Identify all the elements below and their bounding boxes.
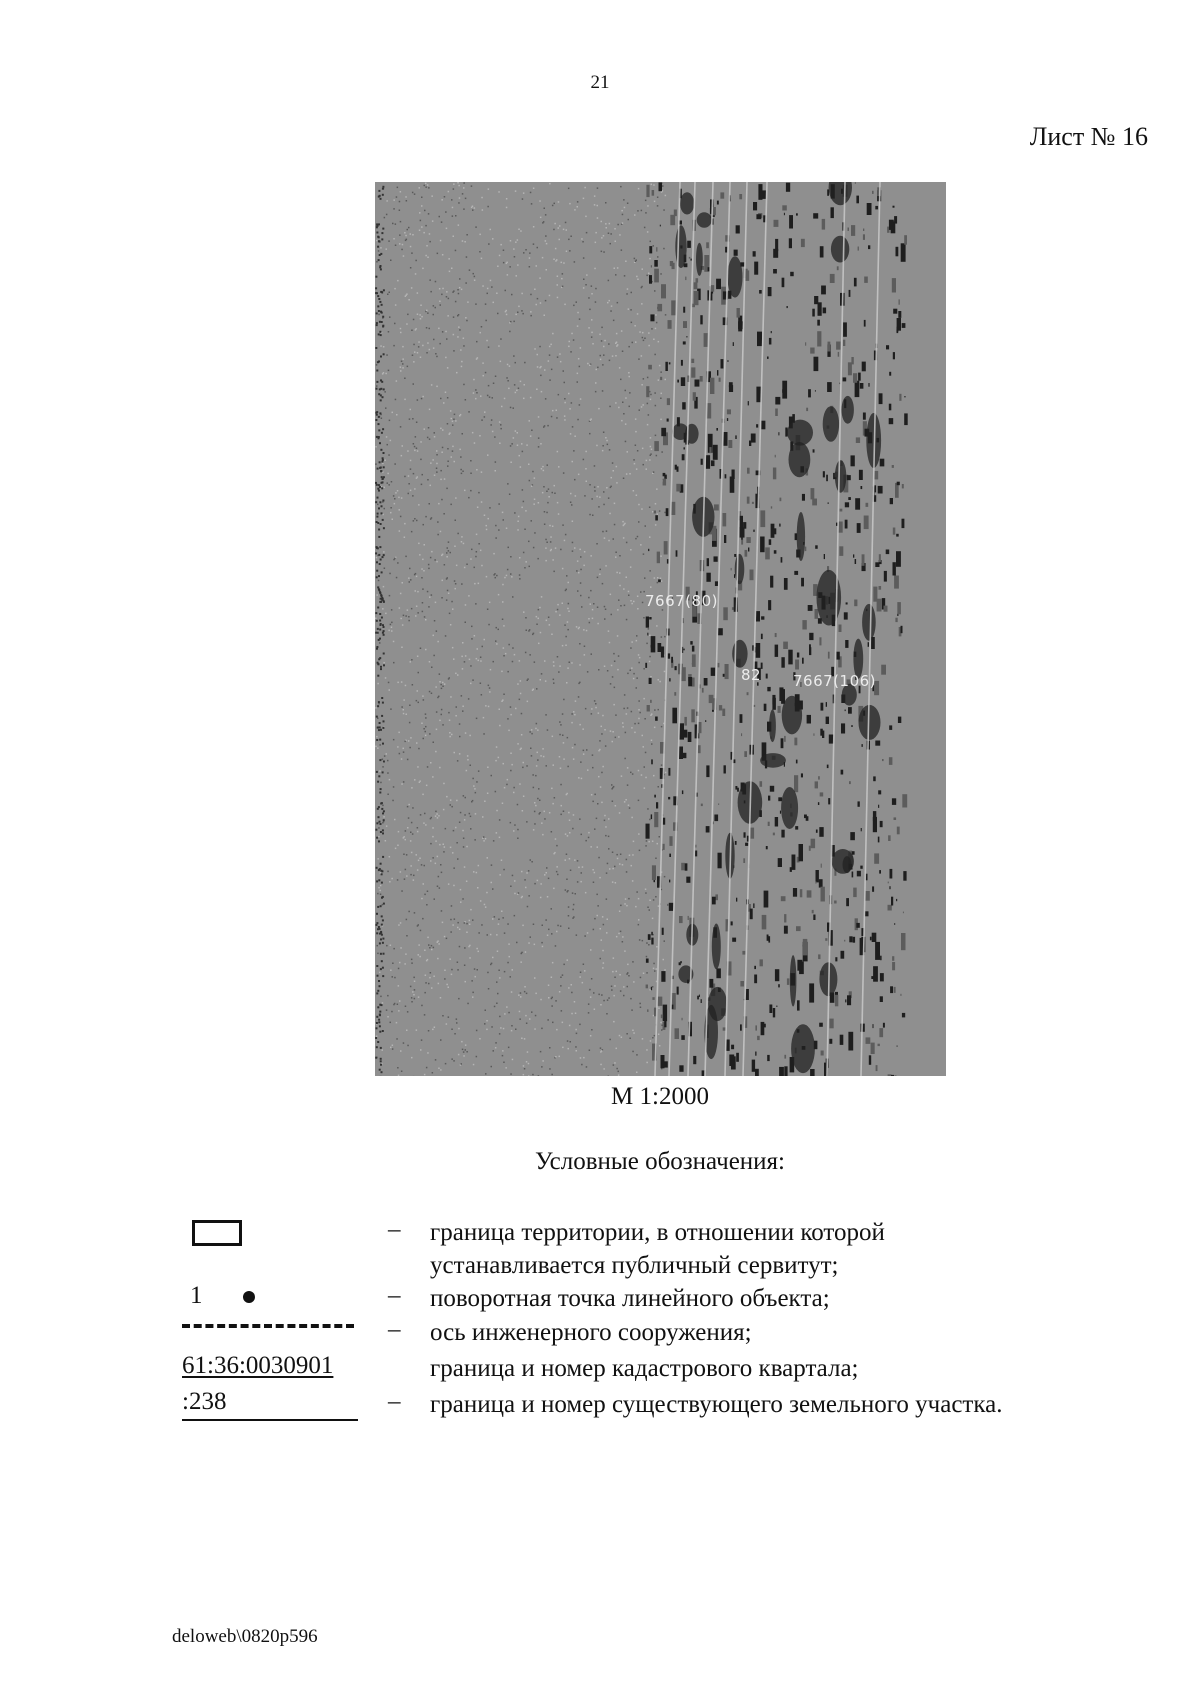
map-scale: М 1:2000 bbox=[611, 1083, 709, 1110]
map-label-7667-80: 7667(80) bbox=[645, 592, 718, 610]
legend-dash: – bbox=[388, 1216, 401, 1243]
legend-text: поворотная точка линейного объекта; bbox=[430, 1285, 830, 1312]
map-label-7667-106: 7667(106) bbox=[793, 672, 877, 690]
map-texture bbox=[375, 182, 946, 1076]
legend-text: устанавливается публичный сервитут; bbox=[430, 1252, 839, 1279]
document-footer-id: deloweb\0820p596 bbox=[172, 1626, 318, 1647]
legend-text: граница территории, в отношении которой bbox=[430, 1219, 885, 1246]
land-plot-underline-icon bbox=[182, 1419, 358, 1421]
land-plot-number: :238 bbox=[182, 1388, 227, 1415]
turning-point-dot-icon bbox=[243, 1291, 255, 1303]
sheet-label: Лист № 16 bbox=[1029, 122, 1148, 151]
page-number: 21 bbox=[590, 72, 610, 93]
boundary-rect-icon bbox=[192, 1220, 242, 1246]
legend-dash: – bbox=[388, 1316, 401, 1343]
legend-text: граница и номер существующего земельного участка. bbox=[430, 1391, 1003, 1418]
legend-text: ось инженерного сооружения; bbox=[430, 1319, 752, 1346]
legend-title: Условные обозначения: bbox=[534, 1148, 786, 1175]
axis-dashed-line-icon bbox=[182, 1324, 354, 1328]
map-label-82: 82 bbox=[741, 666, 762, 684]
turning-point-number: 1 bbox=[190, 1282, 203, 1309]
legend-text: граница и номер кадастрового квартала; bbox=[430, 1355, 859, 1382]
legend-dash: – bbox=[388, 1282, 401, 1309]
legend-dash: – bbox=[388, 1388, 401, 1415]
aerial-map bbox=[375, 182, 946, 1076]
cadastral-block-number: 61:36:0030901 bbox=[182, 1352, 334, 1379]
